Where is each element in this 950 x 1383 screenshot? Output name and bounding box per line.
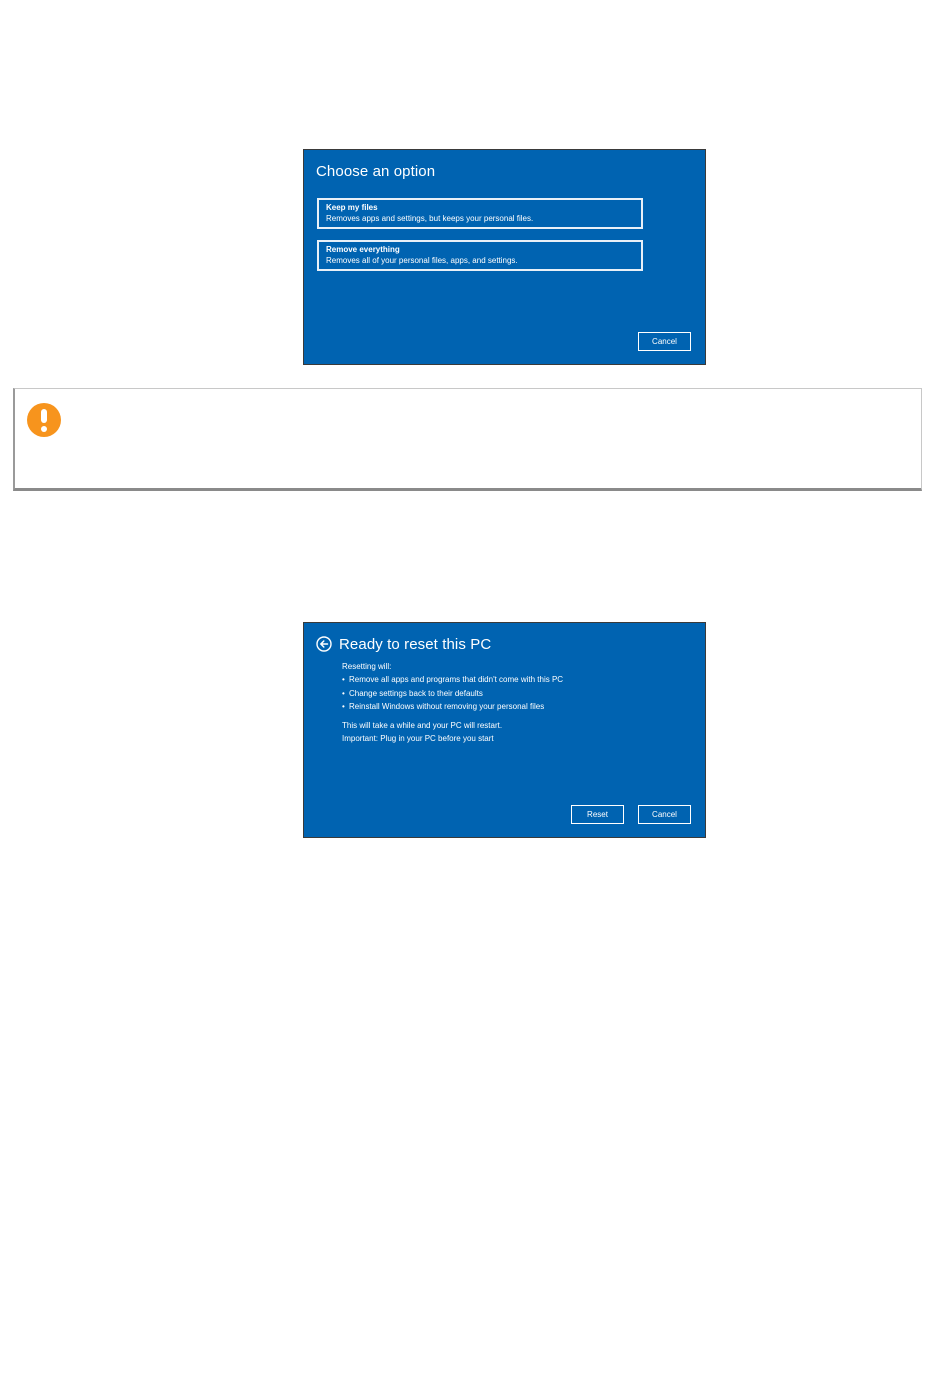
warning-callout	[13, 388, 922, 491]
resetting-intro: Resetting will:	[342, 662, 392, 671]
option-title: Keep my files	[326, 203, 378, 212]
exclamation-icon	[27, 403, 61, 437]
remove-everything-option[interactable]	[317, 240, 643, 271]
choose-option-screen	[303, 149, 706, 365]
option-description: Removes all of your personal files, apps, and settings.	[326, 256, 518, 265]
choose-option-title: Choose an option	[316, 163, 436, 180]
reset-description	[342, 660, 563, 745]
ready-to-reset-screen	[303, 622, 706, 838]
option-description: Removes apps and settings, but keeps your personal files.	[326, 214, 534, 223]
cancel-button[interactable]: Cancel	[638, 332, 691, 351]
reset-effects-list	[342, 673, 563, 713]
important-note: Important: Plug in your PC before you start	[342, 734, 494, 744]
list-item: • Remove all apps and programs that didn't come with this PC	[342, 673, 563, 686]
option-title: Remove everything	[326, 245, 400, 254]
back-arrow-icon[interactable]	[316, 636, 332, 652]
list-item: • Reinstall Windows without removing your personal files	[342, 700, 563, 713]
exclamation-bar	[41, 409, 47, 423]
exclamation-dot	[41, 426, 47, 432]
list-item: • Change settings back to their defaults	[342, 687, 563, 700]
cancel-button[interactable]: Cancel	[638, 805, 691, 824]
restart-note: This will take a while and your PC will restart.	[342, 720, 503, 730]
keep-my-files-option[interactable]	[317, 198, 643, 229]
ready-to-reset-title: Ready to reset this PC	[339, 636, 492, 653]
reset-button[interactable]: Reset	[571, 805, 624, 824]
